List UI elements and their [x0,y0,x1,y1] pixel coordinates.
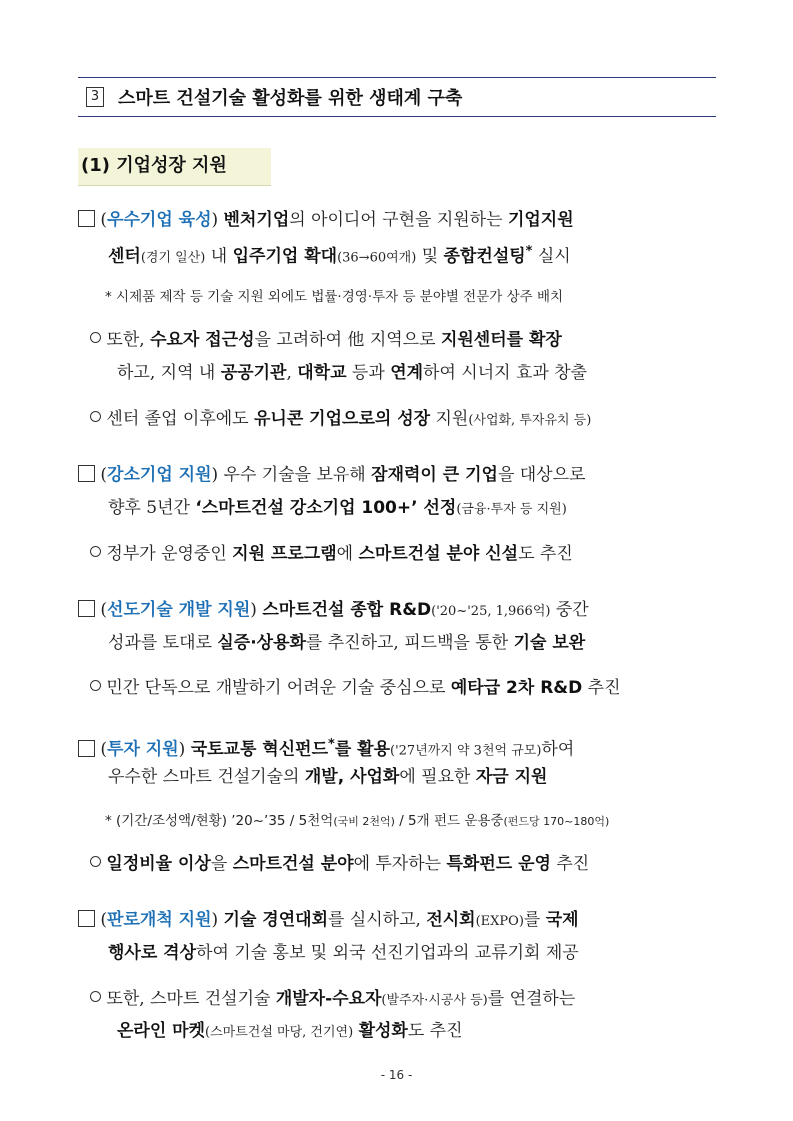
item1-line1: (우수기업 육성) 벤처기업의 아이디어 구현을 지원하는 기업지원 [78,208,574,232]
item-heading: 선도기술 개발 지원 [107,600,251,620]
item5-sub1-line1: 또한, 스마트 건설기술 개발자-수요자(발주자·시공사 등)를 연결하는 [90,987,575,1013]
item3-line1: (선도기술 개발 지원) 스마트건설 종합 R&D('20~'25, 1,966억) 중간 [78,598,589,624]
item5-line1: (판로개척 지원) 기술 경연대회를 실시하고, 전시회(EXPO)를 국제 [78,908,579,934]
item3-sub1: 민간 단독으로 개발하기 어려운 기술 중심으로 예타급 2차 R&D 추진 [90,676,621,700]
item-heading: 강소기업 지원 [107,465,212,485]
item4-line1: (투자 지원) 국토교통 혁신펀드*를 활용('27년까지 약 3천억 규모)하여 [78,733,574,764]
item5-sub1-line2: 온라인 마켓(스마트건설 마당, 건기연) 활성화도 추진 [117,1021,463,1041]
item4-line2: 우수한 스마트 건설기술의 개발, 사업화에 필요한 자금 지원 [108,767,548,787]
item4-sub1: 일정비율 이상을 스마트건설 분야에 투자하는 특화펀드 운영 추진 [90,852,589,876]
checkbox-bullet-icon [78,740,95,757]
item-heading: 우수기업 육성 [107,210,212,230]
item4-footnote: * (기간/조성액/현황) ’20~’35 / 5천억(국비 2천억) / 5개 펀드 운용중(펀드당 170~180억) [105,813,610,829]
page-number: - 16 - [380,1068,413,1082]
circle-bullet-icon [90,411,101,422]
item-heading: 투자 지원 [107,739,179,760]
item2-sub1: 정부가 운영중인 지원 프로그램에 스마트건설 분야 신설도 추진 [90,542,573,566]
checkbox-bullet-icon [78,465,95,482]
circle-bullet-icon [90,332,101,343]
subsection-title: (1) 기업성장 지원 [78,148,271,186]
item1-line2: 센터(경기 일산) 내 입주기업 확대(36→60여개) 및 종합컨설팅* 실시 [108,244,571,267]
circle-bullet-icon [90,680,101,691]
section-header [78,77,716,117]
item1-footnote: * 시제품 제작 등 기술 지원 외에도 법률·경영·투자 등 분야별 전문가 상주 배치 [105,289,564,305]
section-number: 3 [86,87,104,107]
item2-line1: (강소기업 지원) 우수 기술을 보유해 잠재력이 큰 기업을 대상으로 [78,463,585,487]
item-heading: 판로개척 지원 [107,910,212,930]
item5-line2: 행사로 격상하여 기술 홍보 및 외국 선진기업과의 교류기회 제공 [108,943,579,963]
circle-bullet-icon [90,991,101,1002]
item1-sub1-line1: 또한, 수요자 접근성을 고려하여 他 지역으로 지원센터를 확장 [90,328,562,352]
section-title: 스마트 건설기술 활성화를 위한 생태계 구축 [118,88,463,109]
item1-sub2: 센터 졸업 이후에도 유니콘 기업으로의 성장 지원(사업화, 투자유치 등) [90,407,591,433]
checkbox-bullet-icon [78,210,95,227]
item3-line2: 성과를 토대로 실증·상용화를 추진하고, 피드백을 통한 기술 보완 [108,633,586,653]
circle-bullet-icon [90,856,101,867]
item2-line2: 향후 5년간 ‘스마트건설 강소기업 100+’ 선정(금융·투자 등 지원) [108,498,567,518]
item1-sub1-line2: 하고, 지역 내 공공기관, 대학교 등과 연계하여 시너지 효과 창출 [117,363,588,383]
checkbox-bullet-icon [78,910,95,927]
circle-bullet-icon [90,546,101,557]
checkbox-bullet-icon [78,600,95,617]
